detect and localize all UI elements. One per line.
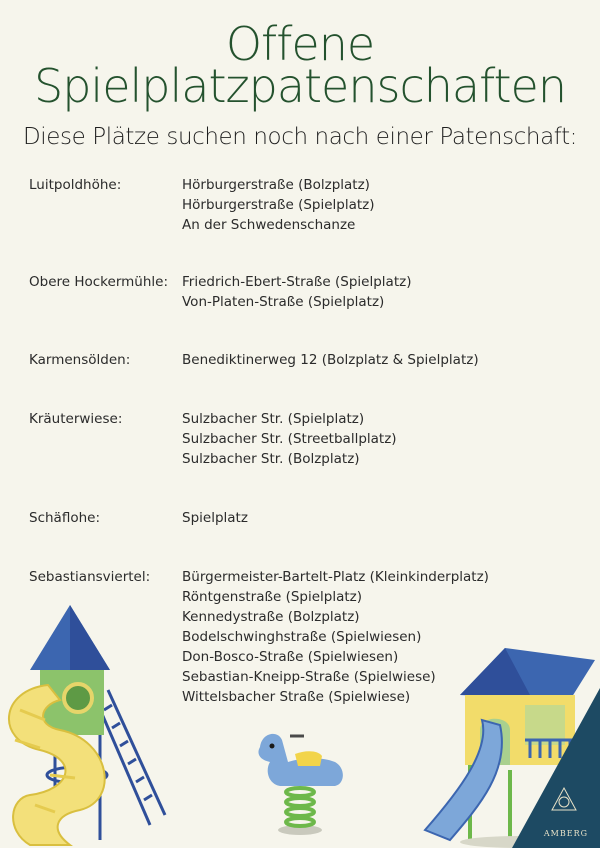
subtitle: Diese Plätze suchen noch nach einer Patenschaft: [22, 124, 578, 150]
place-item: Hörburgerstraße (Spielplatz) [182, 197, 375, 213]
place-item: Don-Bosco-Straße (Spielwiesen) [182, 649, 399, 665]
district-name: Obere Hockermühle: [29, 274, 169, 290]
district-group [29, 350, 479, 370]
place-list [182, 350, 479, 370]
district-name: Schäflohe: [29, 510, 100, 526]
slide-tower-illustration [0, 600, 180, 848]
place-list [182, 409, 397, 469]
place-item: Bürgermeister-Bartelt-Platz (Kleinkinderplatz) [182, 569, 489, 585]
place-item: Sulzbacher Str. (Streetballplatz) [182, 431, 397, 447]
title-line-1: Offene [225, 17, 375, 71]
district-name: Sebastiansviertel: [29, 569, 151, 585]
place-item: Bodelschwinghstraße (Spielwiesen) [182, 629, 422, 645]
place-item: Kennedystraße (Bolzplatz) [182, 609, 360, 625]
title-line-2: Spielplatzpatenschaften [34, 59, 566, 113]
place-item: Benediktinerweg 12 (Bolzplatz & Spielplatz) [182, 352, 479, 368]
district-list [29, 175, 589, 705]
district-name: Karmensölden: [29, 352, 131, 368]
district-name: Kräuterwiese: [29, 411, 123, 427]
district-group [29, 272, 411, 312]
place-item: Sebastian-Kneipp-Straße (Spielwiese) [182, 669, 436, 685]
place-item: Hörburgerstraße (Bolzplatz) [182, 177, 370, 193]
place-list [182, 508, 248, 528]
city-logo-text: AMBERG [543, 829, 588, 838]
corner-logo-badge [512, 688, 600, 848]
place-item: Friedrich-Ebert-Straße (Spielplatz) [182, 274, 412, 290]
district-group [29, 508, 248, 528]
place-item: Sulzbacher Str. (Spielplatz) [182, 411, 365, 427]
district-group [29, 175, 589, 235]
place-item: Wittelsbacher Straße (Spielwiese) [182, 689, 411, 705]
place-item: Röntgenstraße (Spielplatz) [182, 589, 363, 605]
place-list [182, 272, 411, 312]
place-item: An der Schwedenschanze [182, 217, 356, 233]
district-group [29, 409, 397, 469]
place-item: Sulzbacher Str. (Bolzplatz) [182, 451, 360, 467]
place-item: Von-Platen-Straße (Spielplatz) [182, 294, 385, 310]
spring-rider-illustration [250, 722, 350, 837]
place-list [182, 175, 375, 235]
district-name: Luitpoldhöhe: [29, 177, 122, 193]
place-item: Spielplatz [182, 510, 248, 526]
